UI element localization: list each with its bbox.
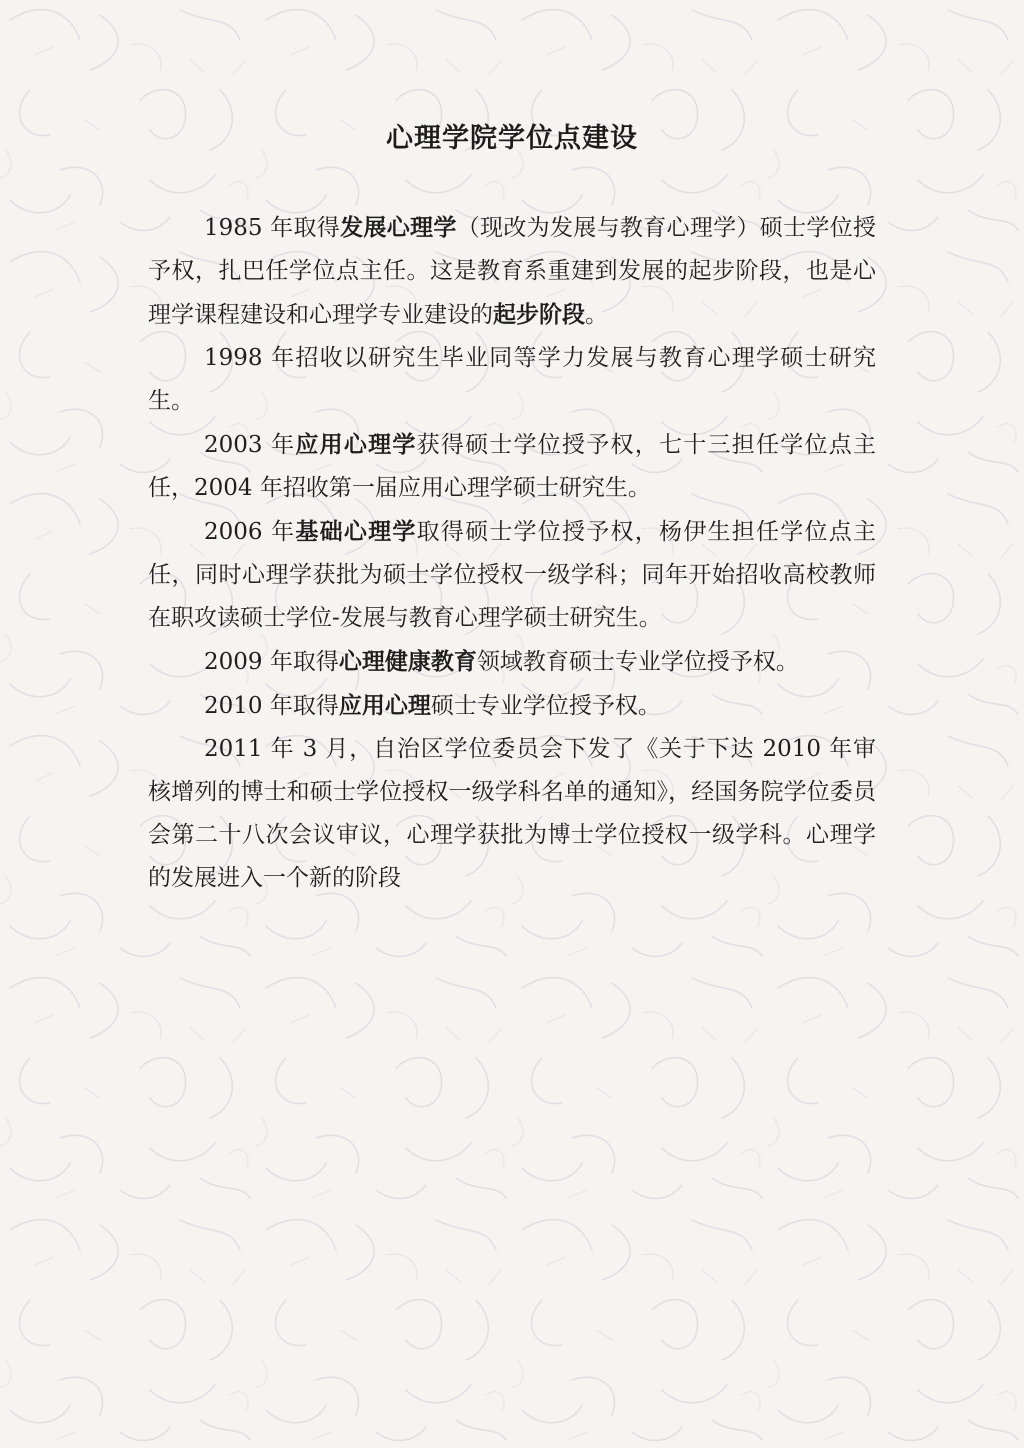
- body-text: 2009 年取得: [204, 649, 339, 675]
- bold-text: 应用心理: [338, 692, 431, 719]
- paragraph: [148, 640, 876, 684]
- document-title: 心理学院学位点建设: [386, 123, 638, 154]
- document-content: [148, 116, 876, 900]
- body-text: 2011 年 3 月，自治区学位委员会下发了《关于下达 2010 年审核增列的博士和硕士学位授权一级学科名单的通知》，经国务院学位委员会第二十八次会议审议，心理学获批为博士学位授权一级学科。心理学的发展进入一个新的阶段: [148, 736, 876, 891]
- bold-text: 起步阶段: [493, 301, 585, 328]
- paragraph: [148, 510, 876, 640]
- body-text: 1998 年招收以研究生毕业同等学力发展与教育心理学硕士研究生。: [148, 345, 876, 414]
- paragraph: [148, 337, 876, 423]
- paragraph: [148, 684, 876, 728]
- bold-text: 基础心理学: [295, 518, 417, 545]
- paragraph: [148, 206, 876, 337]
- document-body: [148, 206, 876, 900]
- body-text: 获得硕士学位授予权，七十三担任学位点主任，2004 年招收第一届应用心理学硕士研究生。: [148, 432, 876, 501]
- bold-text: 发展心理学: [340, 214, 457, 241]
- body-text: （现改为发展与教育心理学）硕士学位授予权，扎巴任学位点主任。这是教育系重建到发展的起步阶段，也是心理学课程建设和心理学专业建设的: [148, 215, 877, 328]
- body-text: 1985 年取得: [204, 215, 341, 241]
- body-text: 取得硕士学位授予权，杨伊生担任学位点主任，同时心理学获批为硕士学位授权一级学科；同年开始招收高校教师在职攻读硕士学位-发展与教育心理学硕士研究生。: [148, 519, 876, 631]
- body-text: 领域教育硕士专业学位授予权。: [476, 649, 799, 675]
- bold-text: 应用心理学: [295, 431, 417, 458]
- paragraph: [148, 728, 876, 900]
- paragraph: [148, 423, 876, 510]
- bold-text: 心理健康教育: [338, 648, 477, 675]
- body-text: 。: [585, 302, 608, 328]
- body-text: 2006 年: [204, 519, 296, 545]
- body-text: 2003 年: [204, 432, 296, 458]
- body-text: 2010 年取得: [204, 693, 339, 719]
- body-text: 硕士专业学位授予权。: [430, 693, 661, 719]
